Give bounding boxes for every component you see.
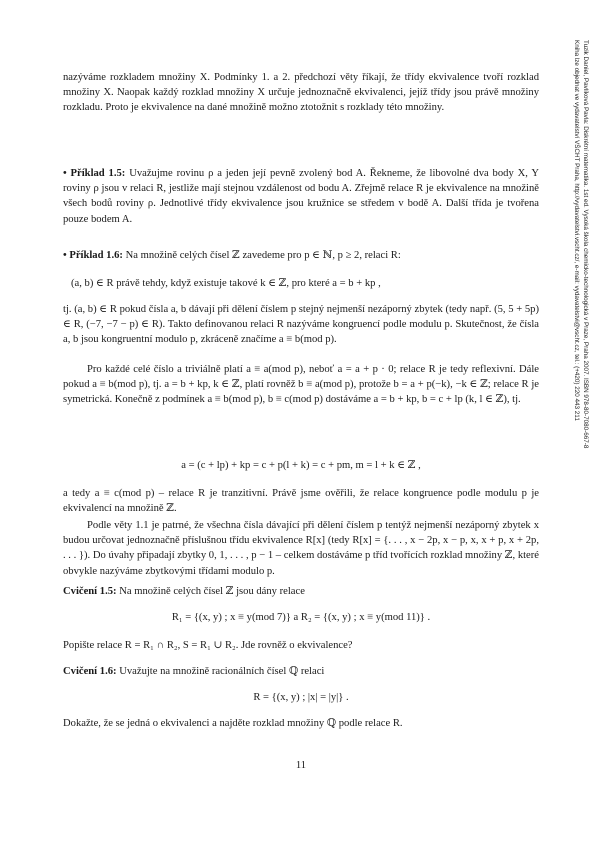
equation-abs-relation: R = {(x, y) ; |x| = |y|} . bbox=[253, 692, 349, 703]
side-note-order-info: Kniha lze objednat ve vydavatelství VŠCHT Praha, http://vydavatelstvi.vscht.cz/, e-mail: vydavatelstvi@vscht.cz, tel.: (+420) 220 443 211 bbox=[573, 40, 580, 421]
exercise-1-5-question: Popište relace R = R₁ ∩ R₂, S = R₁ ∪ R₂. Jde rovněž o ekvivalence? bbox=[63, 640, 353, 651]
example-1-6-body-1: tj. (a, b) ∈ R pokud čísla a, b dávají při dělení číslem p stejný nejmenší nezáporný zbytek (tedy např. (5, 5 + 5p) ∈ R, (−7, −7 − p) ∈ R). Takto definovanou relaci R nazýváme kongruencí podle modulu p. Skutečnost, že čísla a, b jsou kongruentní modulo p, zkráceně značíme a ≡ b(mod p). bbox=[63, 304, 539, 346]
example-1-5-heading: • Příklad 1.5: bbox=[63, 168, 126, 179]
exercise-1-5-text: Na množině celých čísel ℤ jsou dány relace bbox=[119, 586, 305, 597]
example-1-6-body-4: Podle věty 1.1 je patrné, že všechna čísla dávající při dělení číslem p tentýž nejmenší nezáporný zbytek x budou určovat jednoznačně příslušnou třídu ekvivalence R[x] (tedy R[x] = {. . . , x − 2p, x − p, x, x + p, x + 2p, . . . }). Do úvahy připadají zbytky 0, 1, . . . , p − 1 – celkem dostáváme p tříd tvořících rozklad množiny ℤ, které obvykle nazýváme zbytkovými třídami modulo p. bbox=[63, 520, 539, 577]
example-1-6 bbox=[63, 248, 539, 263]
equation-r1-r2: R₁ = {(x, y) ; x ≡ y(mod 7)} a R₂ = {(x, y) ; x ≡ y(mod 11)} . bbox=[171, 612, 431, 623]
exercise-1-5-heading: Cvičení 1.5: bbox=[63, 586, 117, 597]
example-1-5 bbox=[63, 166, 539, 227]
side-note bbox=[552, 40, 590, 640]
page-content bbox=[63, 0, 539, 849]
exercise-1-5 bbox=[63, 584, 539, 599]
equation-transitivity: a = (c + lp) + kp = c + p(l + k) = c + pm, m = l + k ∈ ℤ , bbox=[181, 460, 421, 471]
example-1-5-text: Uvažujme rovinu ρ a jeden její pevně zvolený bod A. Řekneme, že libovolné dva body X, Y roviny ρ jsou v relaci R, jestliže mají stejnou vzdálenost od bodu A. Zřejmě relace R je ekvivalence na množině všech bodů roviny ρ. Jednotlivé třídy ekvivalence jsou kružnice se středem v bodě A. Další třída je tvořena pouze bodem A. bbox=[63, 168, 540, 225]
intro-paragraph: nazýváme rozkladem množiny X. Podmínky 1. a 2. předchozí věty říkají, že třídy ekvivalence tvoří rozklad množiny X. Naopak každý rozklad množiny X určuje jednoznačně ekvivalenci, jejíž třídy jsou právě množiny rozkladu. Proto je ekvivalence na dané množině možno ztotožnit s rozklady této množiny. bbox=[63, 72, 539, 114]
example-1-6-body-3: a tedy a ≡ c(mod p) – relace R je tranzitivní. Právě jsme ověřili, že relace kongruence podle modulu p je ekvivalencí na množině ℤ. bbox=[63, 488, 539, 515]
side-note-citation: Tuzik Daniel, Pavlíková Pavla: Diskrétní matematika. 1st ed. Vysoká škola chemicko-technologická v Praze, Praha 2007. ISBN 978-80-7080-667-8 bbox=[582, 40, 589, 449]
example-1-6-intro: Na množině celých čísel ℤ zavedeme pro p ∈ ℕ, p ≥ 2, relaci R: bbox=[125, 250, 401, 261]
example-1-6-heading: • Příklad 1.6: bbox=[63, 250, 123, 261]
example-1-6-body-2: Pro každé celé číslo a triviálně platí a ≡ a(mod p), neboť a = a + p · 0; relace R je tedy reflexivní. Dále pokud a ≡ b(mod p), tj. a = b + kp, k ∈ ℤ, platí rovněž b ≡ a(mod p), protože b = a + p(−k), −k ∈ ℤ; relace R je symetrická. Konečně z podmínek a ≡ b(mod p), b ≡ c(mod p) dostáváme a = b + kp, b = c + lp (k, l ∈ ℤ), tj. bbox=[63, 364, 539, 406]
page-number: 11 bbox=[295, 760, 307, 771]
exercise-1-6-text: Uvažujte na množině racionálních čísel ℚ relaci bbox=[119, 666, 325, 677]
exercise-1-6-heading: Cvičení 1.6: bbox=[63, 666, 117, 677]
exercise-1-6-question: Dokažte, že se jedná o ekvivalenci a najděte rozklad množiny ℚ podle relace R. bbox=[63, 718, 403, 729]
exercise-1-6 bbox=[63, 664, 539, 679]
equation-relation-definition: (a, b) ∈ R právě tehdy, když existuje takové k ∈ ℤ, pro které a = b + kp , bbox=[71, 278, 381, 289]
